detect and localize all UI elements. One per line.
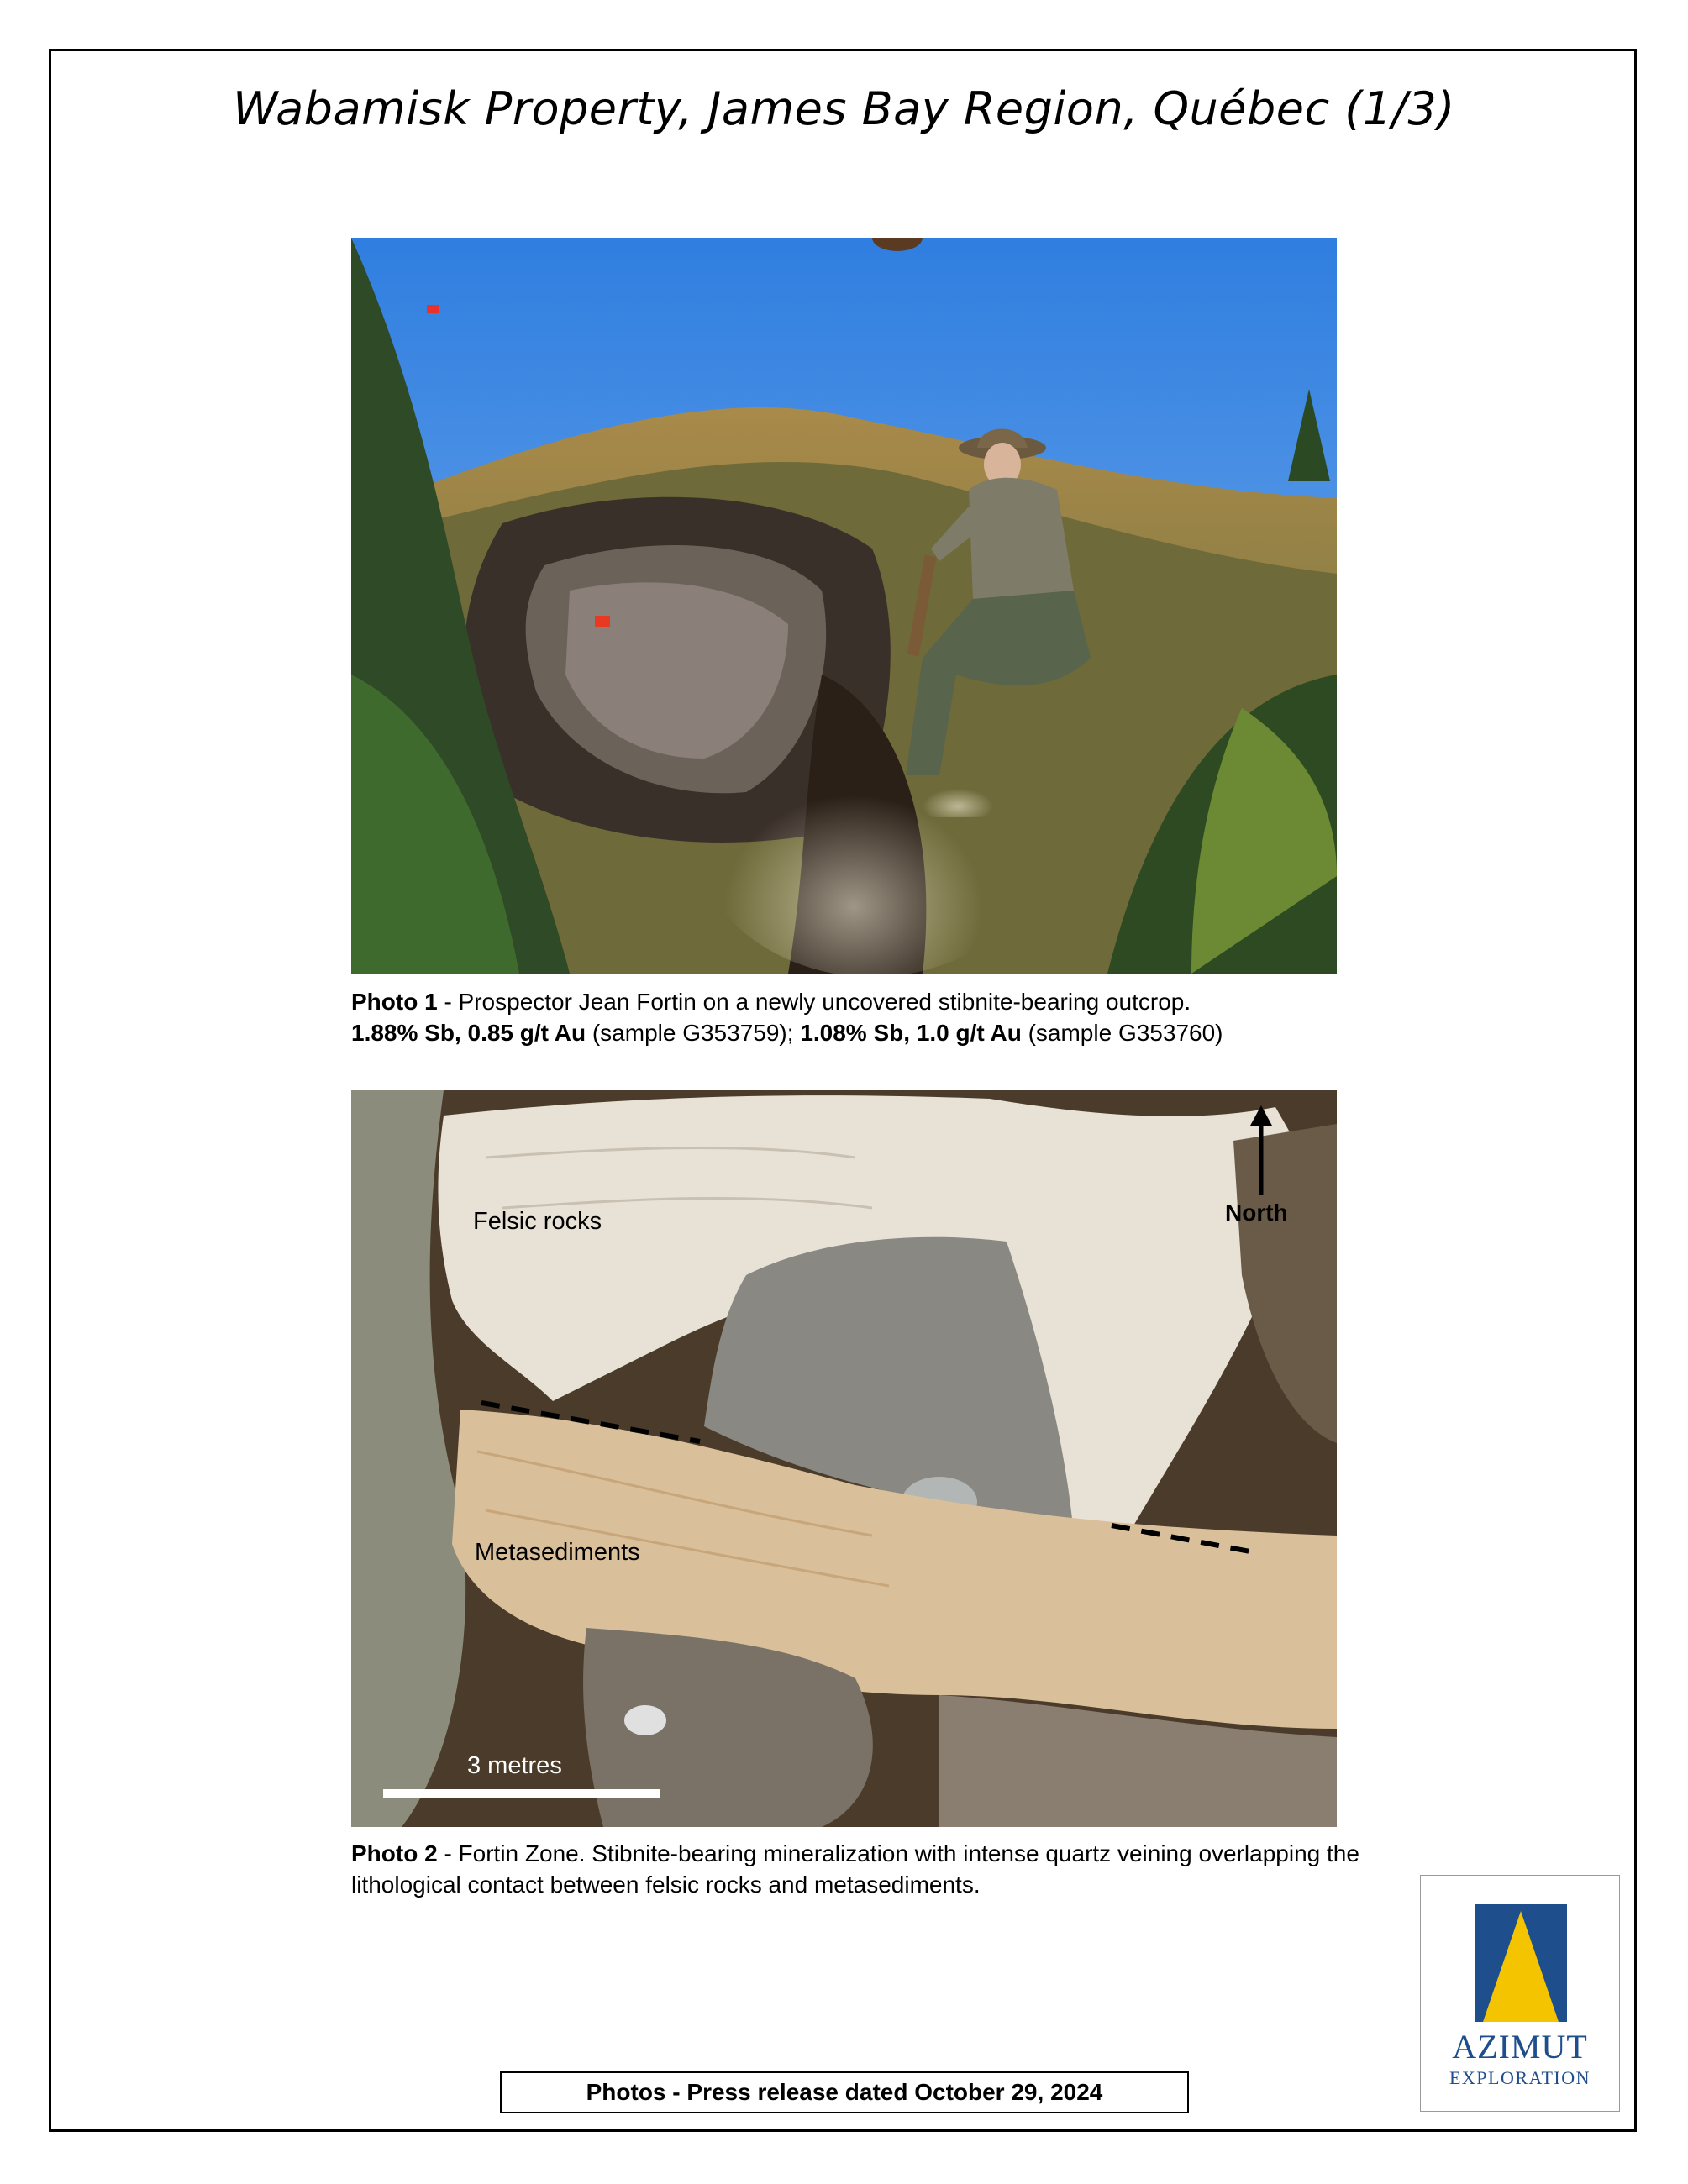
north-label: North (1225, 1200, 1288, 1226)
photo-1 (351, 238, 1337, 974)
photo-2-caption (351, 1838, 1401, 1900)
felsic-rocks-label: Felsic rocks (473, 1208, 602, 1235)
azimut-logo-icon (1475, 1904, 1567, 2022)
photo-1-caption-line-2 (351, 1017, 1401, 1048)
logo-subtitle: EXPLORATION (1449, 2067, 1591, 2088)
azimut-logo (1420, 1875, 1620, 2112)
photo-1-result-1: 1.88% Sb, 0.85 g/t Au (351, 1020, 586, 1046)
logo-name: AZIMUT (1452, 2028, 1588, 2066)
photo-2 (351, 1090, 1337, 1827)
footer-press-release: Photos - Press release dated October 29, 2024 (500, 2071, 1189, 2113)
metasediments-label: Metasediments (475, 1539, 640, 1566)
photo-1-result-2: 1.08% Sb, 1.0 g/t Au (800, 1020, 1022, 1046)
photo-1-caption (351, 986, 1401, 1048)
photo-1-sample-1: (sample G353759); (586, 1020, 801, 1046)
page-title: Wabamisk Property, James Bay Region, Québec (1/3) (233, 82, 1455, 135)
photo-1-description: - Prospector Jean Fortin on a newly uncovered stibnite-bearing outcrop. (437, 989, 1191, 1015)
photo-2-label: Photo 2 (351, 1840, 438, 1866)
photo-1-sample-2: (sample G353760) (1021, 1020, 1223, 1046)
photo-1-label: Photo 1 (351, 989, 438, 1015)
photo-2-description: - Fortin Zone. Stibnite-bearing mineralization with intense quartz veining overlapping the lithological contact between felsic rocks and metasediments. (351, 1840, 1359, 1898)
photo-1-caption-line-1 (351, 986, 1401, 1017)
scale-label: 3 metres (467, 1752, 562, 1779)
